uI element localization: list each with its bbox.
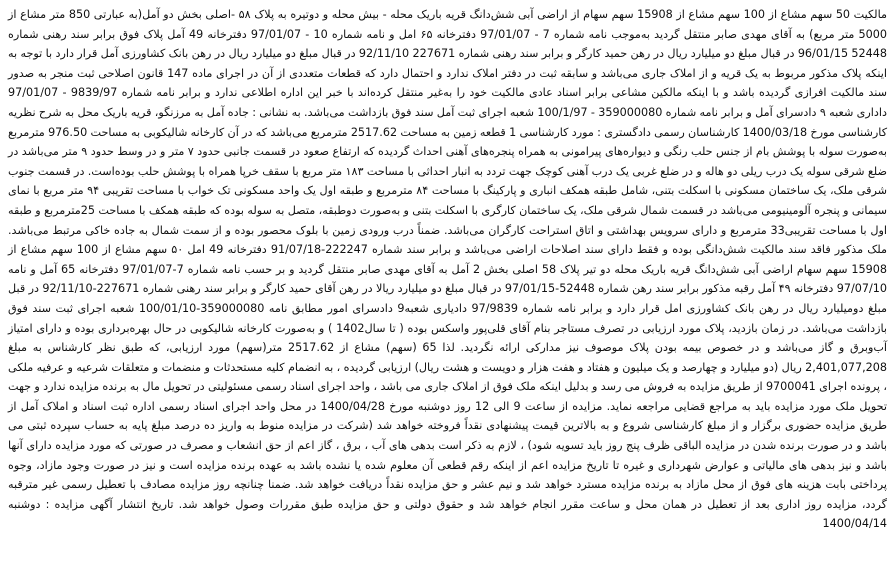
auction-notice-text: مالکیت 50 سهم مشاع از 100 سهم مشاع از 15908 سهم سهام از اراضی آبی شش‌دانگ قریه باریک محله - بیش محله و دوتیره به پلاک ۵۸ -اصلی بخش دو آمل(به عبارتی 850 متر مشاع از 5000 متر مربع) به آقای مهدی صابر منتقل گردید به‌موجب نامه شماره 7 - 97/01/07 دفترخانه ۶۵ امل و نامه شماره 10 - 97/01/07 دفترخانه 49 آمل پلاک فوق برابر سند رهنی شماره 52448 96/01/15 در قبال مبلغ دو میلیارد ریال در رهن حمید کارگر و برابر سند رهنی شماره 227671 92/11/10 در قبال مبلغ دو میلیارد ریال در رهن بانک کشاورزی آمل قرار دارد با توجه به اینکه پلاک مذکور مربوط به یک قریه و از املاک جاری می‌باشد و سابقه ثبت در دفتر املاک ندارد و احتمال دارد که قطعات متعددی از آن در اجرای ماده 147 قانون اصلاحی ثبت منجر به صدور سند مالکیت افرازی گردیده باشد و با اینکه مالکین مشاعی برابر اسناد عادی مالکیت خود را به‌غیر منتقل کرده‌اند با خبر این اداره اطلاعی ندارد و برابر نامه شماره 9839/97 - 97/01/07 داداری شعبه ۹ دادسرای آمل و برابر نامه شماره 359000080 - 100/1/97 شعبه اجرای ثبت آمل سند فوق بازداشت می‌باشد. به نشانی : جاده آمل به مرزنگو، قریه باریک محل به شرح نظریه کارشناسی مورخ 1400/03/18 کارشناسان رسمی دادگستری : مورد کارشناسی 1 قطعه زمین به مساحت 2517.62 مترمربع می‌باشد که در آن کارخانه شالیکوبی به مساحت 976.50 مترمربع به‌صورت سوله با پوشش بام از جنس حلب رنگی و دیواره‌های پیرامونی به همراه پنجره‌های آهنی احداث گردیده که ارتفاع صعود در قسمت جانبی حدود ۷ متر و در وسط حدود ۹ متر می‌باشد در ضلع شرقی سوله یک درب ریلی دو هاله و در ضلع غربی یک درب آهنی کوچک جهت تردد به انبار احداثی با مساحت ۱۸۳ متر مربع با سقف خرپا همراه با پوشش حلب بوده‌است. در قسمت جنوب شرقی ملک، یک ساختمان مسکونی با اسکلت بتنی، شامل طبقه همکف انباری و پارکینگ با مساحت ۸۴ مترمربع و طبقه اول یک واحد مسکونی تک خواب با مساحت تقریبی ۹۴ متر مربع با نمای سیمانی و پنجره آلومینیومی می‌باشد در قسمت شمال شرقی ملک، یک ساختمان کارگری با اسکلت بتنی و به‌صورت دوطبقه، متصل به سوله بوده که طبقه همکف با مساحت 25مترمربع و طبقه اول با مساحت تقریبی33 مترمربع و دارای سرویس بهداشتی و اتاق استراحت کارگران می‌باشد. ضمناً درب ورودی زمین با بلوک محصور بوده و از سمت شمال به جاده خاکی مرتبط می‌باشد. ملک مذکور فاقد سند مالکیت شش‌دانگی بوده و فقط دارای سند اصلاحات اراضی می‌باشد و برابر سند شماره 222247-91/07/18 دفترخانه 49 امل ۵۰ سهم مشاع از 100 سهم مشاع از 15908 سهم سهام اراضی آبی شش‌دانگ قریه باریک محله دو تیر پلاک 58 اصلی بخش 2 آمل به آقای مهدی صابر منتقل گردید و بر حسب نامه شماره 7-97/01/07 دفترخانه 65 آمل و نامه 97/07/10 دفترخانه ۴۹ آمل رقبه مذکور برابر سند رهن شماره 52448-97/01/15 در قبال مبلغ دو میلیارد ریالا در رهن آقای حمید کارگر و برابر سند رهنی شماره 227671-92/11/10 در قبل مبلغ دومیلیارد ریال در رهن بانک کشاورزی امل قرار دارد و برابر نامه شماره 97/9839 دادیاری شعبه9 دادسرای امور مطابق نامه 359000080-100/01/10 شعبه اجرای ثبت سند فوق بازداشت می‌باشد. در زمان بازدید، پلاک مورد ارزیابی در تصرف مستاجر بنام آقای قلی‌پور واسکس بوده ( تا سال1402 ) و به‌صورت کارخانه شالیکوبی در حال بهره‌برداری بوده و دارای امتیاز آب‌وبرق و گاز می‌باشد و در خصوص بیمه بودن پلاک موصوف نیز مدارکی ارائه نگردید. لذا 65 (سهم) مشاع از 2517.62 متر(سهم) مورد ارزیابی، که طبق نظر کارشناس به مبلغ 2,401,077,208 ریال (دو میلیارد و چهارصد و یک میلیون و هفتاد و هفت هزار و دویست و هشت ریال) ارزیابی گردیده ، به انضمام کلیه مستحدثات و منضمات و متعلقات شرعیه و عرفیه ملکی ، پرونده اجرای 9700041 از طریق مزایده به فروش می رسد و بدلیل اینکه ملک فوق از املاک جاری می باشد ، واحد اجرای اسناد رسمی مسئولیتی در تحویل مال به برنده مزایده ندارد و جهت تحویل ملک مورد مزایده باید به مراجع قضایی مراجعه نماید. مزایده از ساعت 9 الی 12 روز دوشنبه مورخ 1400/04/28 در محل واحد اجرای اسناد رسمی اداره ثبت اسناد و املاک آمل از طریق مزایده حضوری برگزار و از مبلغ کارشناسی شروع و به بالاترین قیمت پیشنهادی نقداً فروخته خواهد شد (شرکت در مزایده منوط به واریز ده درصد مبلغ پایه به حساب سپرده ثبتی می باشد و در صورت برنده شدن در مزایده الباقی ظرف پنج روز باید تسویه شود) ، لازم به ذکر است بدهی های آب ، برق ، گاز اعم از حق انشعاب و مصرف در صورتی که مورد مزایده دارای آنها باشد و نیز بدهی های مالیاتی و عوارض شهرداری و غیره تا تاریخ مزایده اعم از اینکه رقم قطعی آن معلوم شده یا نشده باشد به عهده برنده مزایده است و نیز در صورت وجود مازاد، وجوه پرداختی بابت هزینه های فوق از محل مازاد به برنده مزایده مسترد خواهد شد و نیم عشر و حق مزایده نقداً دریافت خواهد شد. ضمنا چنانچه روز مزایده مصادف با تعطیل رسمی غیر مترقبه گردد، مزایده روز اداری بعد از تعطیل در همان محل و ساعت مقرر انجام خواهد شد و حقوق دولتی و حق مزایده طبق مقررات وصول خواهد شد. تاریخ انتشار آگهی مزایده : دوشنبه 1400/04/14	[8, 8, 888, 531]
